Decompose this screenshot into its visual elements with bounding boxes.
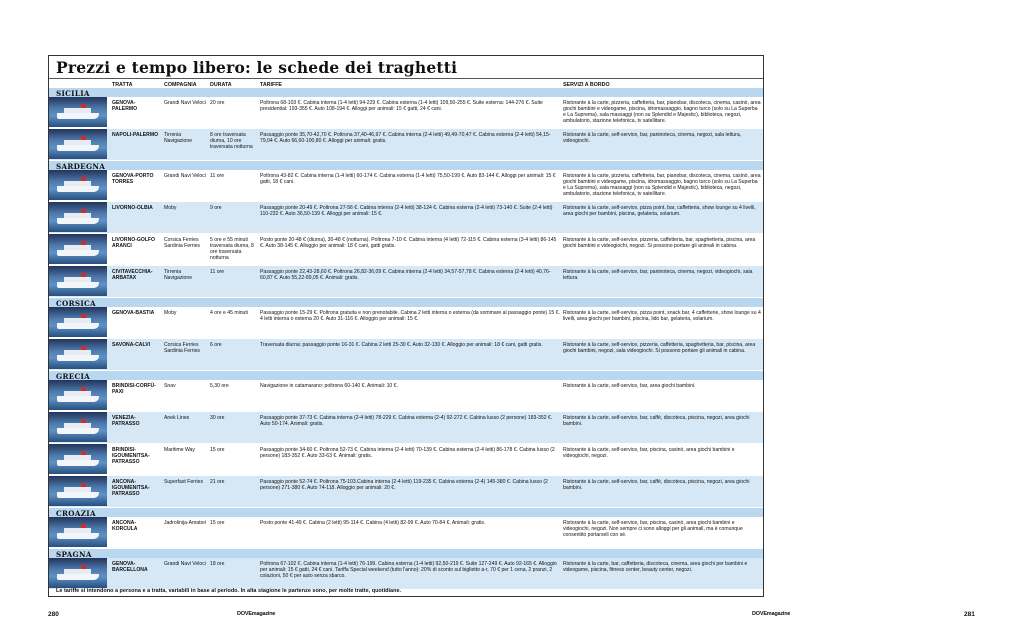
- company-cell: Maritime Way: [164, 447, 195, 453]
- table-row: [49, 517, 763, 549]
- services-cell: Ristorante à la carte, bar, caffetteria, discoteca, cinema, area giochi per bambini e videogame, piscina, fitness center, beauty center, negozi.: [563, 561, 748, 574]
- route-cell: GENOVA-BASTIA: [112, 310, 155, 316]
- duration-cell: 18 ore: [210, 561, 225, 567]
- services-cell: Ristorante à la carte, pizzeria, caffetteria, bar, pianobar, discoteca, cinema, casinò, area giochi bambini e videogame, piscina, idromassaggio, bagno turco (solo su La Superba e La Suprema), sala massaggi (non su Splendid e Majestic), biblioteca, negozi, ambulatorio, stazione telefonica, tv satellitare.: [563, 100, 761, 125]
- ferry-funnel: [81, 565, 86, 569]
- masthead-logo-right: DOVEmagazine: [752, 611, 791, 617]
- column-header-duration: DURATA: [210, 81, 232, 88]
- services-cell: Ristorante à la carte, self-service, bar, paninoteca, cinema, negozi, sala lettura, videogiochi.: [563, 132, 742, 145]
- ferry-photo: [49, 307, 107, 337]
- fares-cell: Poltrona 68-103 €. Cabina interna (1-4 letti) 94-229 €. Cabina esterna (1-4 letti) 109,50-255 €. Suite esterna: 144-276 €. Suite presidential: 193-355 €. Auto 108-194 €. Alloggi per animali: 15 € gatti, 24 € cani.: [260, 100, 543, 113]
- column-header-fares: TARIFFE: [260, 81, 282, 88]
- region-name: SICILIA: [56, 88, 90, 98]
- table-row: [49, 339, 763, 371]
- region-header: [49, 161, 763, 170]
- duration-cell: 15 ore: [210, 520, 225, 526]
- ferry-funnel: [81, 104, 86, 108]
- page-title: Prezzi e tempo libero: le schede dei traghetti: [56, 58, 458, 77]
- route-cell: GENOVA-PORTO TORRES: [112, 173, 154, 186]
- table-row: [49, 234, 763, 266]
- ferry-hull: [57, 250, 99, 256]
- ferry-funnel: [81, 273, 86, 277]
- fares-cell: Traversata diurna: passaggio ponte 16-31 €. Cabina 2 letti 25-30 €. Auto 32-130 €. Alloggio per animali: 18 € cani, gatti gratis.: [260, 342, 543, 348]
- ferry-photo: [49, 558, 107, 588]
- ferry-deck: [64, 213, 91, 218]
- company-cell: Grandi Navi Veloci: [164, 561, 206, 567]
- services-cell: Ristorante à la carte, self-service, pizzeria, caffetteria, bar, spaghetteria, piscina, area giochi bambini e videogiochi, negozi. Si possono portare gli animali in cabina.: [563, 237, 756, 250]
- company-cell: Tirrenia Navigazione: [164, 269, 193, 282]
- route-cell: BRINDISI-IGOUMENITSA-PATRASSO: [112, 447, 150, 466]
- company-cell: Tirrenia Navigazione: [164, 132, 193, 145]
- ferry-hull: [57, 323, 99, 329]
- region-header: [49, 88, 763, 97]
- company-cell: Grandi Navi Veloci: [164, 173, 206, 179]
- duration-cell: 20 ore: [210, 100, 225, 106]
- region-header: [49, 508, 763, 517]
- ferry-funnel: [81, 136, 86, 140]
- table-row: [49, 129, 763, 161]
- ferry-deck: [64, 140, 91, 145]
- region-header: [49, 298, 763, 307]
- masthead-logo-left: DOVEmagazine: [237, 611, 276, 617]
- fares-cell: Posto ponte 20-48 € (diurna), 30-48 € (notturna). Poltrona 7-10 €. Cabina interna (4 letti) 72-115 €. Cabina esterna (3-4 letti) 86-145 €. Auto 38-145 €. Alloggio per animali: 18 € cani, gatti gratis.: [260, 237, 557, 250]
- ferry-funnel: [81, 387, 86, 391]
- table-row: [49, 307, 763, 339]
- duration-cell: 4 ore e 45 minuti: [210, 310, 248, 316]
- footnote: Le tariffe si intendono a persona e a tratta, variabili in base al periodo. In alta stagione le partenze sono, per molte tratte, quotidiane.: [56, 588, 402, 594]
- ferry-deck: [64, 318, 91, 323]
- duration-cell: 11 ore: [210, 269, 225, 275]
- region-name: SARDEGNA: [56, 161, 106, 171]
- company-cell: Snav: [164, 383, 176, 389]
- company-cell: Corsica Ferries Sardinia Ferries: [164, 237, 200, 250]
- company-cell: Corsica Ferries Sardinia Ferries: [164, 342, 200, 355]
- duration-cell: 6 ore: [210, 342, 222, 348]
- fares-cell: Passaggio ponte 15-29 €. Poltrona gratuita e non prenotabile. Cabina 2 letti interna o esterna (da sommare al passaggio ponte) 15 €. 4 letti interna o esterna 20 €. Auto 31-116 €. Alloggio per animali: 15 €.: [260, 310, 560, 323]
- duration-cell: 5,30 ore: [210, 383, 229, 389]
- services-cell: Ristorante à la carte, self-service, bar, caffè, discoteca, piscina, negozi, area giochi bambini.: [563, 479, 750, 492]
- region-header: [49, 371, 763, 380]
- ferry-photo: [49, 339, 107, 369]
- ferry-photo: [49, 202, 107, 232]
- ferry-funnel: [81, 346, 86, 350]
- ferry-hull: [57, 428, 99, 434]
- fares-cell: Poltrona 43-82 €. Cabina interna (1-4 letti) 60-174 €. Cabina esterna (1-4 letti) 75,50-199 €. Auto 83-144 €. Alloggi per animali: 15 € gatti, 18 € cani.: [260, 173, 556, 186]
- duration-cell: 8 ore traversata diurna, 10 ore traversata notturna: [210, 132, 253, 151]
- ferry-deck: [64, 350, 91, 355]
- fares-cell: Passaggio ponte 20-49 €. Poltrona 27-56 €. Cabina interna (2-4 letti) 38-124 €. Cabina esterna (2-4 letti) 73-140 €. Suite (2-4 letti) 110-232 €. Auto 36,50-139 €. Alloggi per animali: 15 €.: [260, 205, 553, 218]
- services-cell: Ristorante à la carte, self-service, bar, piscina, casinò, area giochi bambini e videogiochi, negozi.: [563, 447, 735, 460]
- ferry-funnel: [81, 209, 86, 213]
- ferry-deck: [64, 423, 91, 428]
- fares-cell: Passaggio ponte 35,70-42,70 €. Poltrona 37,40-46,97 €. Cabina interna (2-4 letti) 49,49-70,47 €. Cabina esterna (2-4 letti) 54,15-79,04 €. Auto 66,60-100,80 €. Alloggi per animali: gratis.: [260, 132, 551, 145]
- column-header-row: [49, 78, 763, 88]
- ferry-hull: [57, 460, 99, 466]
- ferry-hull: [57, 218, 99, 224]
- services-cell: Ristorante à la carte, self-service, pizza point, bar, caffetteria, show lounge su 4 livelli, area giochi per bambini, piscina, gelateria, solarium.: [563, 205, 756, 218]
- duration-cell: 30 ore: [210, 415, 225, 421]
- table-row: [49, 558, 763, 590]
- fares-cell: Passaggio ponte 52-74 €. Poltrona 75-103.Cabina interna (2-4 letti) 119-235 €. Cabina esterna (2-4) 145-380 €. Cabina lusso (2 persone) 271-380 €. Auto 74-118. Alloggio per animali: 20 €.: [260, 479, 548, 492]
- region-name: CROAZIA: [56, 508, 96, 518]
- table-row: [49, 412, 763, 444]
- region-name: CORSICA: [56, 298, 96, 308]
- ferry-funnel: [81, 483, 86, 487]
- table-row: [49, 202, 763, 234]
- ferry-deck: [64, 487, 91, 492]
- region-name: SPAGNA: [56, 549, 92, 559]
- ferry-funnel: [81, 314, 86, 318]
- ferry-hull: [57, 186, 99, 192]
- fares-cell: Navigazione in catamarano: poltrona 60-140 €. Animali: 10 €.: [260, 383, 398, 389]
- ferry-photo: [49, 129, 107, 159]
- ferry-photo: [49, 234, 107, 264]
- company-cell: Jadrolinija-Amatori: [164, 520, 207, 526]
- ferry-deck: [64, 277, 91, 282]
- page-number-right: 281: [964, 611, 975, 618]
- company-cell: Grandi Navi Veloci: [164, 100, 206, 106]
- ferry-hull: [57, 355, 99, 361]
- ferry-funnel: [81, 177, 86, 181]
- table-row: [49, 266, 763, 298]
- ferry-hull: [57, 145, 99, 151]
- ferry-photo: [49, 444, 107, 474]
- ferry-hull: [57, 396, 99, 402]
- table-row: [49, 380, 763, 412]
- services-cell: Ristorante à la carte, self-service, bar, caffè, discoteca, piscina, negozi, area giochi bambini.: [563, 415, 750, 428]
- column-header-route: TRATTA: [112, 81, 133, 88]
- company-cell: Anek Lines: [164, 415, 190, 421]
- fares-cell: Poltrona 67-102 €. Cabina interna (1-4 letti) 76-199. Cabina esterna (1-4 letti) 92,50-219 €. Suite 127-249 €. Auto 92-165 €. Alloggio per animali: 15 € gatti, 24 € cani. Tariffa Special weekend (tutto l'anno): 20% di sconto sul biglietto a-r, 70 € per 1 cena, 2 pranzi, 2 colazioni, 50 € per auto senza sbarco.: [260, 561, 557, 580]
- services-cell: Ristorante à la carte, self-service, bar, area giochi bambini.: [563, 383, 696, 389]
- ferry-deck: [64, 455, 91, 460]
- route-cell: GENOVA-PALERMO: [112, 100, 138, 113]
- duration-cell: 21 ore: [210, 479, 225, 485]
- ferry-funnel: [81, 451, 86, 455]
- route-cell: VENEZIA-PATRASSO: [112, 415, 140, 428]
- route-cell: SAVONA-CALVI: [112, 342, 151, 348]
- ferry-deck: [64, 391, 91, 396]
- services-cell: Ristorante à la carte, self-service, bar, paninoteca, cinema, negozi, videogiochi, sala lettura.: [563, 269, 753, 282]
- ferry-deck: [64, 108, 91, 113]
- ferry-photo: [49, 412, 107, 442]
- ferry-photo: [49, 97, 107, 127]
- page-number-left: 280: [48, 611, 59, 618]
- route-cell: LIVORNO-GOLFO ARANCI: [112, 237, 156, 250]
- ferry-deck: [64, 569, 91, 574]
- ferry-photo: [49, 517, 107, 547]
- ferry-photo: [49, 380, 107, 410]
- region-header: [49, 549, 763, 558]
- route-cell: CIVITAVECCHIA-ARBATAX: [112, 269, 153, 282]
- column-header-services: SERVIZI A BORDO: [563, 81, 610, 88]
- route-cell: ANCONA-KORCULA: [112, 520, 138, 533]
- services-cell: Ristorante à la carte, self-service, pizza point, snack bar, 4 caffetterie, show lounge su 4 livelli, area giochi per bambini, piscina, lido bar, gelateria, solarium.: [563, 310, 761, 323]
- duration-cell: 11 ore: [210, 173, 225, 179]
- services-cell: Ristorante à la carte, self-service, bar, piscina, casinò, area giochi bambini e videogiochi, negozi. Non sempre ci sono alloggi per gli animali, ma è comunque consentito portarseli con sé.: [563, 520, 743, 539]
- fares-cell: Posto ponte 41-49 €. Cabina (2 letti) 95-114 €. Cabina (4 letti) 82-99 €. Auto 70-84 €. Animali: gratis.: [260, 520, 486, 526]
- ferry-funnel: [81, 419, 86, 423]
- table-row: [49, 476, 763, 508]
- services-cell: Ristorante à la carte, self-service, pizzeria, caffetteria, spaghetteria, bar, piscina, area giochi bambini, negozi, sala videogiochi. Si possono portare gli animali in cabina.: [563, 342, 756, 355]
- ferry-photo: [49, 476, 107, 506]
- route-cell: LIVORNO-OLBIA: [112, 205, 153, 211]
- ferry-table-body: [49, 88, 763, 590]
- ferry-hull: [57, 492, 99, 498]
- table-row: [49, 97, 763, 129]
- ferry-deck: [64, 528, 91, 533]
- route-cell: GENOVA-BARCELLONA: [112, 561, 148, 574]
- ferry-funnel: [81, 524, 86, 528]
- column-header-company: COMPAGNIA: [164, 81, 197, 88]
- route-cell: ANCONA-IGOUMENITSA-PATRASSO: [112, 479, 150, 498]
- ferry-table-box: [48, 55, 764, 597]
- route-cell: NAPOLI-PALERMO: [112, 132, 159, 138]
- ferry-hull: [57, 113, 99, 119]
- ferry-hull: [57, 533, 99, 539]
- ferry-deck: [64, 245, 91, 250]
- company-cell: Moby: [164, 310, 177, 316]
- region-name: GRECIA: [56, 371, 91, 381]
- duration-cell: 9 ore: [210, 205, 222, 211]
- route-cell: BRINDISI-CORFÙ-PAXI: [112, 383, 156, 396]
- company-cell: Superfast Ferries: [164, 479, 204, 485]
- duration-cell: 15 ore: [210, 447, 225, 453]
- company-cell: Moby: [164, 205, 177, 211]
- fares-cell: Passaggio ponte 22,43-28,60 €. Poltrona 26,82-36,09 €. Cabina interna (2-4 letti) 34,57-57,78 €. Cabina esterna (2-4 letti) 40,76-60,87 €. Auto 55,22-89,05 €. Animali: gratis.: [260, 269, 551, 282]
- duration-cell: 5 ore e 55 minuti traversata diurna, 8 ore traversata notturna: [210, 237, 254, 262]
- ferry-funnel: [81, 241, 86, 245]
- services-cell: Ristorante à la carte, pizzeria, caffetteria, bar, pianobar, discoteca, cinema, casinò, area giochi bambini e videogame, piscina, idromassaggio, bagno turco (solo su La Superba e La Suprema), sala massaggi (non su Splendid e Majestic), biblioteca, negozi, ambulatorio, stazione telefonica, tv satellitare.: [563, 173, 761, 198]
- ferry-photo: [49, 266, 107, 296]
- ferry-hull: [57, 574, 99, 580]
- ferry-hull: [57, 282, 99, 288]
- table-row: [49, 444, 763, 476]
- table-row: [49, 170, 763, 202]
- fares-cell: Passaggio ponte 37-73 €. Cabina interna (2-4 letti) 78-229 €. Cabina esterna (2-4) 92-272 €. Cabina lusso (2 persone) 183-352 €. Auto 50-174. Animali: gratis.: [260, 415, 553, 428]
- ferry-deck: [64, 181, 91, 186]
- fares-cell: Passaggio ponte 34-60 €. Poltrona 52-73 €. Cabina interna (2-4 letti) 70-139 €. Cabina esterna (2-4 letti) 86-178 €. Cabina lusso (2 persone) 183-352 €. Auto 33-63 €. Animali: gratis.: [260, 447, 555, 460]
- ferry-photo: [49, 170, 107, 200]
